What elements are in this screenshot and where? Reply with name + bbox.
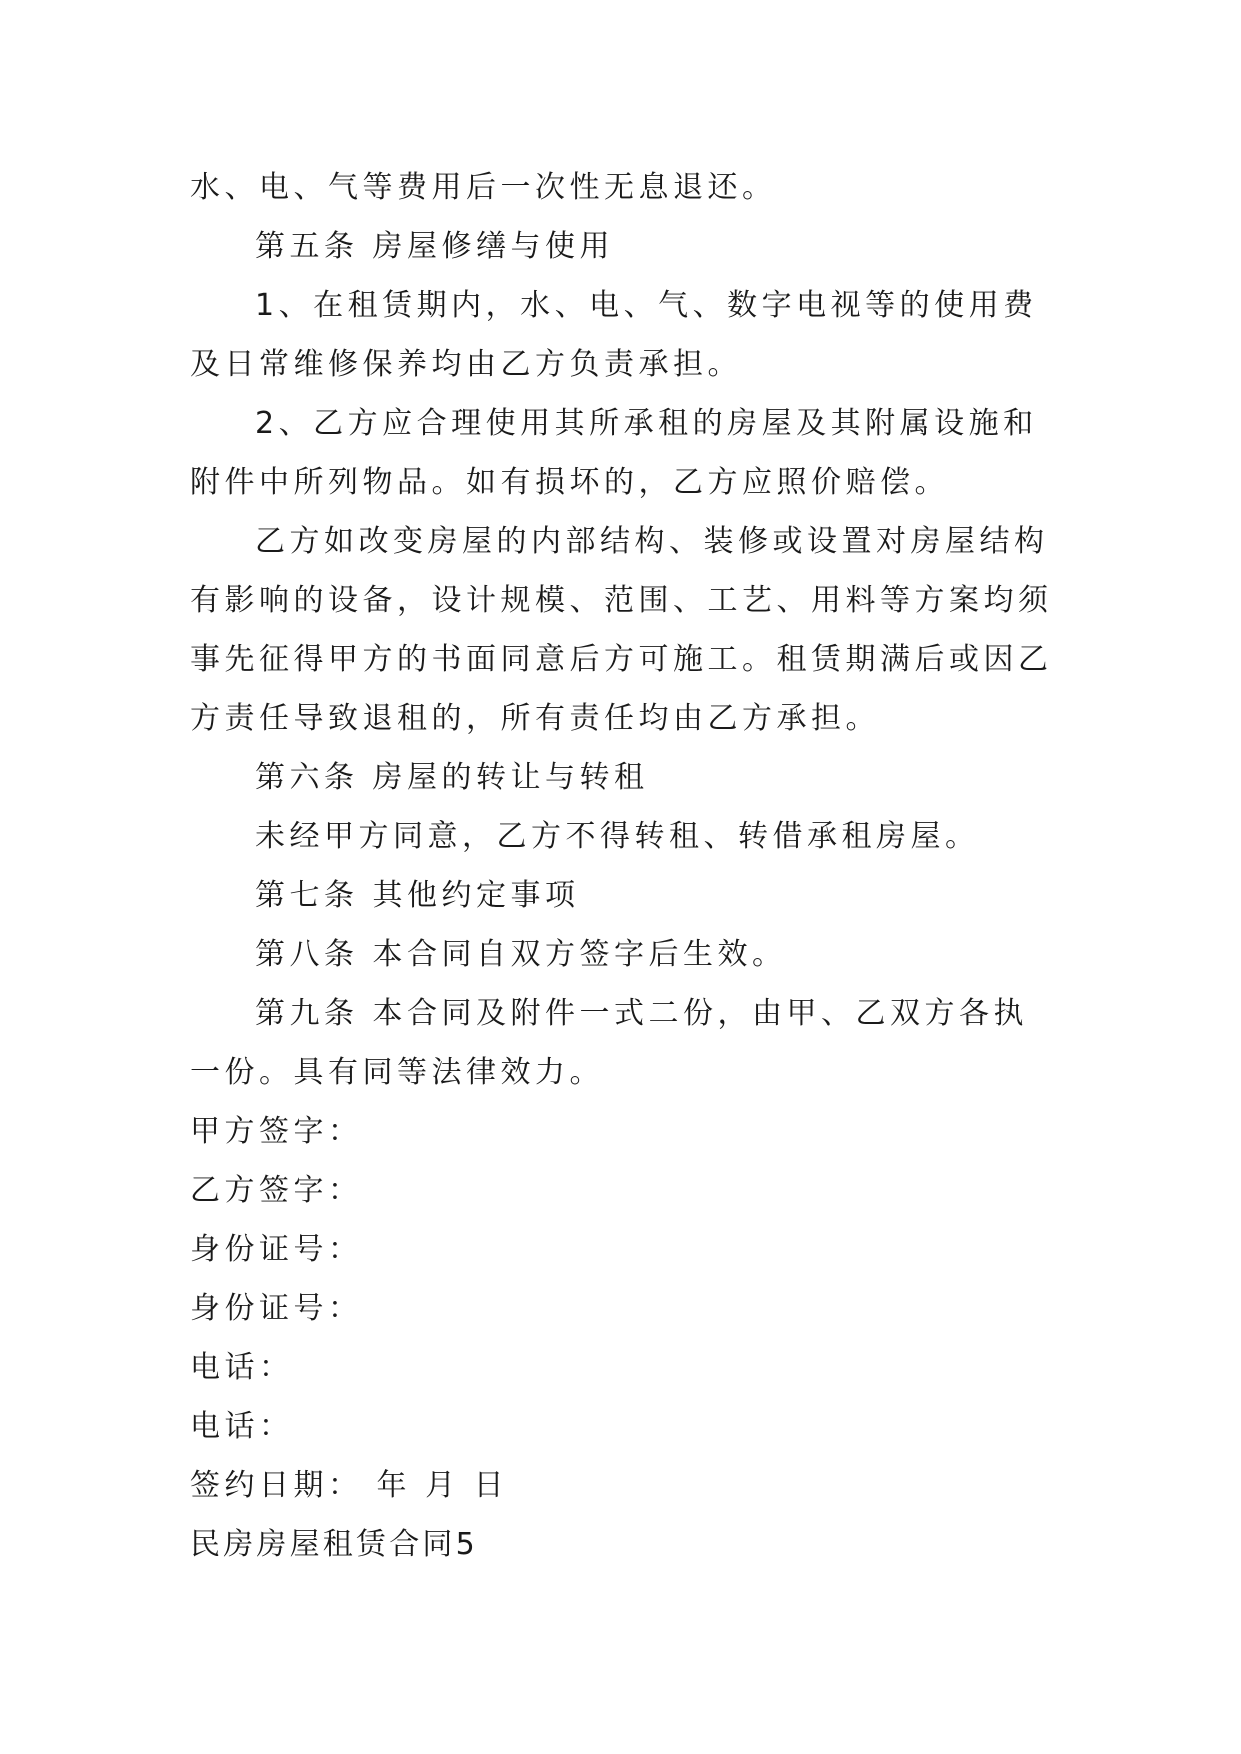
article-7-heading: 第七条 其他约定事项 bbox=[255, 878, 580, 913]
article-5-heading: 第五条 房屋修缮与使用 bbox=[255, 229, 615, 264]
party-b-signature-label: 乙方签字： bbox=[190, 1173, 363, 1208]
paragraph-alterations: 乙方如改变房屋的内部结构、装修或设置对房屋结构有影响的设备，设计规模、范围、工艺、用料等方案均须事先征得甲方的书面同意后方可施工。租赁期满后或因乙方责任导致退租的，所有责任均由乙方承担。 bbox=[190, 524, 1053, 736]
party-b-id-label: 身份证号： bbox=[190, 1291, 363, 1326]
article-8-paragraph: 第八条 本合同自双方签字后生效。 bbox=[255, 937, 787, 972]
party-a-id-label: 身份证号： bbox=[190, 1232, 363, 1267]
paragraph-utilities: 1、在租赁期内，水、电、气、数字电视等的使用费及日常维修保养均由乙方负责承担。 bbox=[190, 288, 1038, 382]
party-a-signature-label: 甲方签字： bbox=[190, 1114, 363, 1149]
document-body bbox=[190, 158, 1060, 1574]
article-6-heading: 第六条 房屋的转让与转租 bbox=[255, 760, 649, 795]
next-contract-title: 民房房屋租赁合同5 bbox=[190, 1527, 478, 1562]
paragraph-no-sublet: 未经甲方同意，乙方不得转租、转借承租房屋。 bbox=[255, 819, 980, 854]
paragraph-deposit-refund: 水、电、气等费用后一次性无息退还。 bbox=[190, 170, 777, 205]
paragraph-proper-use: 2、乙方应合理使用其所承租的房屋及其附属设施和附件中所列物品。如有损坏的，乙方应照价赔偿。 bbox=[190, 406, 1038, 500]
party-b-phone-label: 电话： bbox=[190, 1409, 294, 1444]
signing-date-label: 签约日期： 年 月 日 bbox=[190, 1468, 509, 1503]
article-9-paragraph: 第九条 本合同及附件一式二份，由甲、乙双方各执一份。具有同等法律效力。 bbox=[190, 996, 1029, 1090]
party-a-phone-label: 电话： bbox=[190, 1350, 294, 1385]
